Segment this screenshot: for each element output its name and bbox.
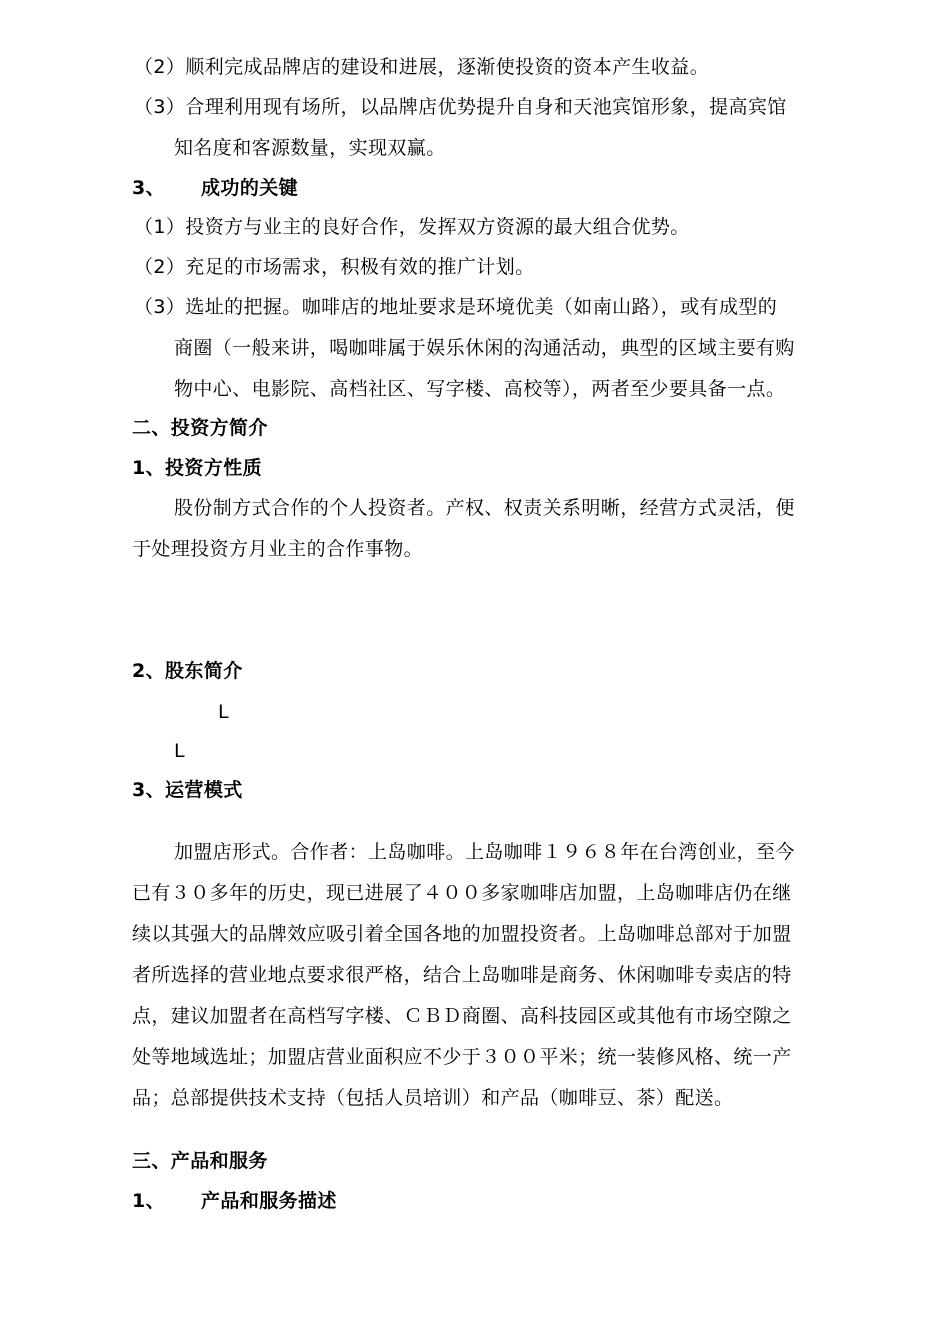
paragraph-line: 者所选择的营业地点要求很严格，结合上岛咖啡是商务、休闲咖啡专卖店的特 <box>132 964 792 986</box>
paragraph-line: 股份制方式合作的个人投资者。产权、权责关系明晰，经营方式灵活，便 <box>174 497 795 519</box>
section-title: 成功的关键 <box>201 177 299 199</box>
list-item: （2）充足的市场需求，积极有效的推广计划。 <box>134 256 535 278</box>
paragraph-line: 加盟店形式。合作者：上岛咖啡。上岛咖啡１９６８年在台湾创业，至今 <box>174 841 795 863</box>
list-item: （3）合理利用现有场所，以品牌店优势提升自身和天池宾馆形象，提高宾馆 <box>134 96 787 118</box>
chapter-heading: 三、产品和服务 <box>132 1150 268 1172</box>
list-item-continuation: 物中心、电影院、高档社区、写字楼、高校等），两者至少要具备一点。 <box>174 378 786 400</box>
placeholder-mark: L <box>174 740 185 762</box>
section-number: 3、 <box>132 177 166 199</box>
list-item-continuation: 知名度和客源数量，实现双赢。 <box>174 137 446 159</box>
section-heading: 2、股东简介 <box>132 660 243 682</box>
paragraph-line: 于处理投资方月业主的合作事物。 <box>132 538 424 560</box>
paragraph-line: 已有３０多年的历史，现已进展了４００多家咖啡店加盟，上岛咖啡店仍在继 <box>132 882 792 904</box>
section-number: 1、 <box>132 1190 166 1212</box>
section-title: 产品和服务描述 <box>201 1190 337 1212</box>
paragraph-line: 点，建议加盟者在高档写字楼、ＣＢＤ商圈、高科技园区或其他有市场空隙之 <box>132 1005 792 1027</box>
list-item-continuation: 商圈（一般来讲，喝咖啡属于娱乐休闲的沟通活动，典型的区域主要有购 <box>174 337 795 359</box>
list-item: （2）顺利完成品牌店的建设和进展，逐渐使投资的资本产生收益。 <box>134 56 710 78</box>
paragraph-line: 处等地域选址；加盟店营业面积应不少于３００平米；统一装修风格、统一产 <box>132 1046 792 1068</box>
chapter-heading: 二、投资方简介 <box>132 417 268 439</box>
list-item: （1）投资方与业主的良好合作，发挥双方资源的最大组合优势。 <box>134 216 690 238</box>
placeholder-mark: L <box>218 701 229 723</box>
paragraph-line: 续以其强大的品牌效应吸引着全国各地的加盟投资者。上岛咖啡总部对于加盟 <box>132 923 792 945</box>
section-heading <box>132 176 298 200</box>
list-item: （3）选址的把握。咖啡店的地址要求是环境优美（如南山路），或有成型的 <box>134 296 778 318</box>
section-heading: 3、运营模式 <box>132 779 243 801</box>
section-heading: 1、投资方性质 <box>132 457 263 479</box>
section-heading <box>132 1189 337 1213</box>
paragraph-line: 品；总部提供技术支持（包括人员培训）和产品（咖啡豆、茶）配送。 <box>132 1087 734 1109</box>
